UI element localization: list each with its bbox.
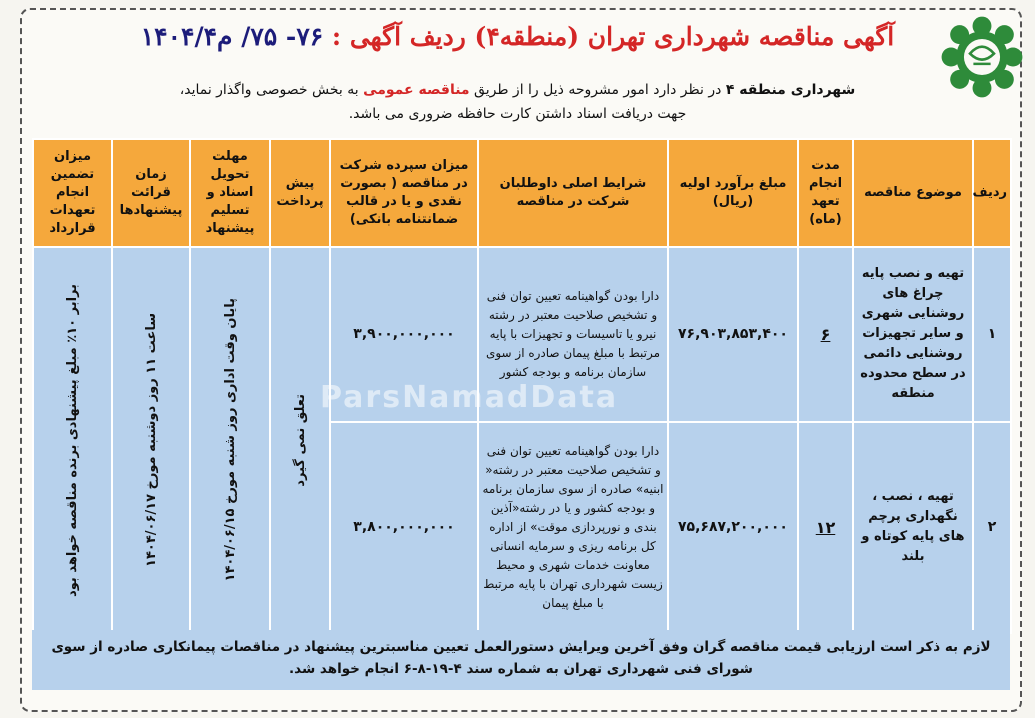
header-conditions: شرایط اصلی داوطلبان شرکت در مناقصه (478, 139, 668, 247)
tehran-municipality-logo-icon (939, 14, 1025, 100)
header-prepayment: پیش پرداخت (270, 139, 330, 247)
intro-line2: جهت دریافت اسناد داشتن کارت حافظه ضروری می باشد. (348, 106, 687, 122)
row-subject: تهیه و نصب پایه چراغ های روشنایی شهری و سایر تجهیزات روشنایی دائمی در سطح محدوده منطقه (853, 247, 973, 422)
header-duration: مدت انجام تعهد (ماه) (798, 139, 853, 247)
notice-title (110, 22, 925, 51)
watermark: ParsNamadData (320, 380, 619, 415)
table-header-row (33, 139, 1011, 247)
shared-opening-cell (112, 247, 190, 633)
row-number: ۲ (973, 422, 1011, 633)
shared-deadline: پایان وقت اداری روز شنبه مورخ ۱۴۰۴/۰۶/۱۵ (222, 298, 238, 582)
intro-tender-type: مناقصه عمومی (363, 82, 470, 98)
shared-guarantee: برابر ۱۰٪ مبلغ پیشنهادی برنده مناقصه خواهد بود (65, 283, 80, 597)
intro-org: شهرداری منطقه ۴ (725, 82, 856, 98)
header-opening: زمان قرائت پیشنهادها (112, 139, 190, 247)
shared-deadline-cell (190, 247, 270, 633)
intro-text2: به بخش خصوصی واگذار نماید، (179, 82, 359, 98)
row-estimate: ۷۵,۶۸۷,۲۰۰,۰۰۰ (668, 422, 798, 633)
row-subject: تهیه ، نصب ، نگهداری پرچم های پایه کوتاه و بلند (853, 422, 973, 633)
row-deposit: ۳,۸۰۰,۰۰۰,۰۰۰ (330, 422, 478, 633)
footer-note: لازم به ذکر است ارزیابی قیمت مناقصه گران وفق آخرین ویرایش دستورالعمل تعیین مناسبترین پیشنهاد در مناقصات پیمانکاری صادره از سوی شورای فنی شهرداری تهران به شماره سند ۴-۱۹-۸-۶ انجام خواهد شد. (32, 630, 1010, 690)
row-conditions: دارا بودن گواهینامه تعیین توان فنی و تشخیص صلاحیت معتبر در رشته« ابنیه» صادره از سوی سازمان برنامه و بودجه کشور و یا در رشته«آذین بندی و نورپردازی موقت» از اداره کل برنامه ریزی و سرمایه انسانی معاونت خدمات شهری و محیط زیست شهرداری تهران با پایه مرتبط با مبلغ پیمان (478, 422, 668, 633)
tender-table (32, 138, 1012, 634)
table-row (33, 247, 1011, 422)
shared-prepayment: تعلق نمی گیرد (292, 393, 308, 487)
row-conditions: دارا بودن گواهینامه تعیین توان فنی و تشخیص صلاحیت معتبر در رشته نیرو یا تاسیسات و تجهیزات با پایه مرتبط با مبلغ پیمان صادره از سوی سازمان برنامه و بودجه کشور (478, 247, 668, 422)
title-ad-number: ۷۶- ۷۵/ م۱۴۰۴/۴ (140, 22, 324, 51)
header-deadline: مهلت تحویل اسناد و تسلیم پیشنهاد (190, 139, 270, 247)
header-subject: موضوع مناقصه (853, 139, 973, 247)
header-deposit: میزان سپرده شرکت در مناقصه ( بصورت نقدی و یا در قالب ضمانتنامه بانکی) (330, 139, 478, 247)
row-duration: ۶ (798, 247, 853, 422)
header-row-number: ردیف (973, 139, 1011, 247)
header-estimate: مبلغ برآورد اولیه (ریال) (668, 139, 798, 247)
shared-opening: ساعت ۱۱ روز دوشنبه مورخ ۱۴۰۴/۰۶/۱۷ (143, 313, 159, 567)
row-number: ۱ (973, 247, 1011, 422)
header-guarantee: میزان تضمین انجام تعهدات قرارداد (33, 139, 112, 247)
intro-paragraph (110, 78, 925, 126)
row-estimate: ۷۶,۹۰۳,۸۵۳,۴۰۰ (668, 247, 798, 422)
row-deposit: ۳,۹۰۰,۰۰۰,۰۰۰ (330, 247, 478, 422)
title-main: آگهی مناقصه شهرداری تهران (منطقه۴) ردیف آگهی : (331, 22, 895, 51)
shared-guarantee-cell (33, 247, 112, 633)
shared-prepayment-cell (270, 247, 330, 633)
row-duration: ۱۲ (798, 422, 853, 633)
intro-text1: در نظر دارد امور مشروحه ذیل را از طریق (474, 82, 722, 98)
